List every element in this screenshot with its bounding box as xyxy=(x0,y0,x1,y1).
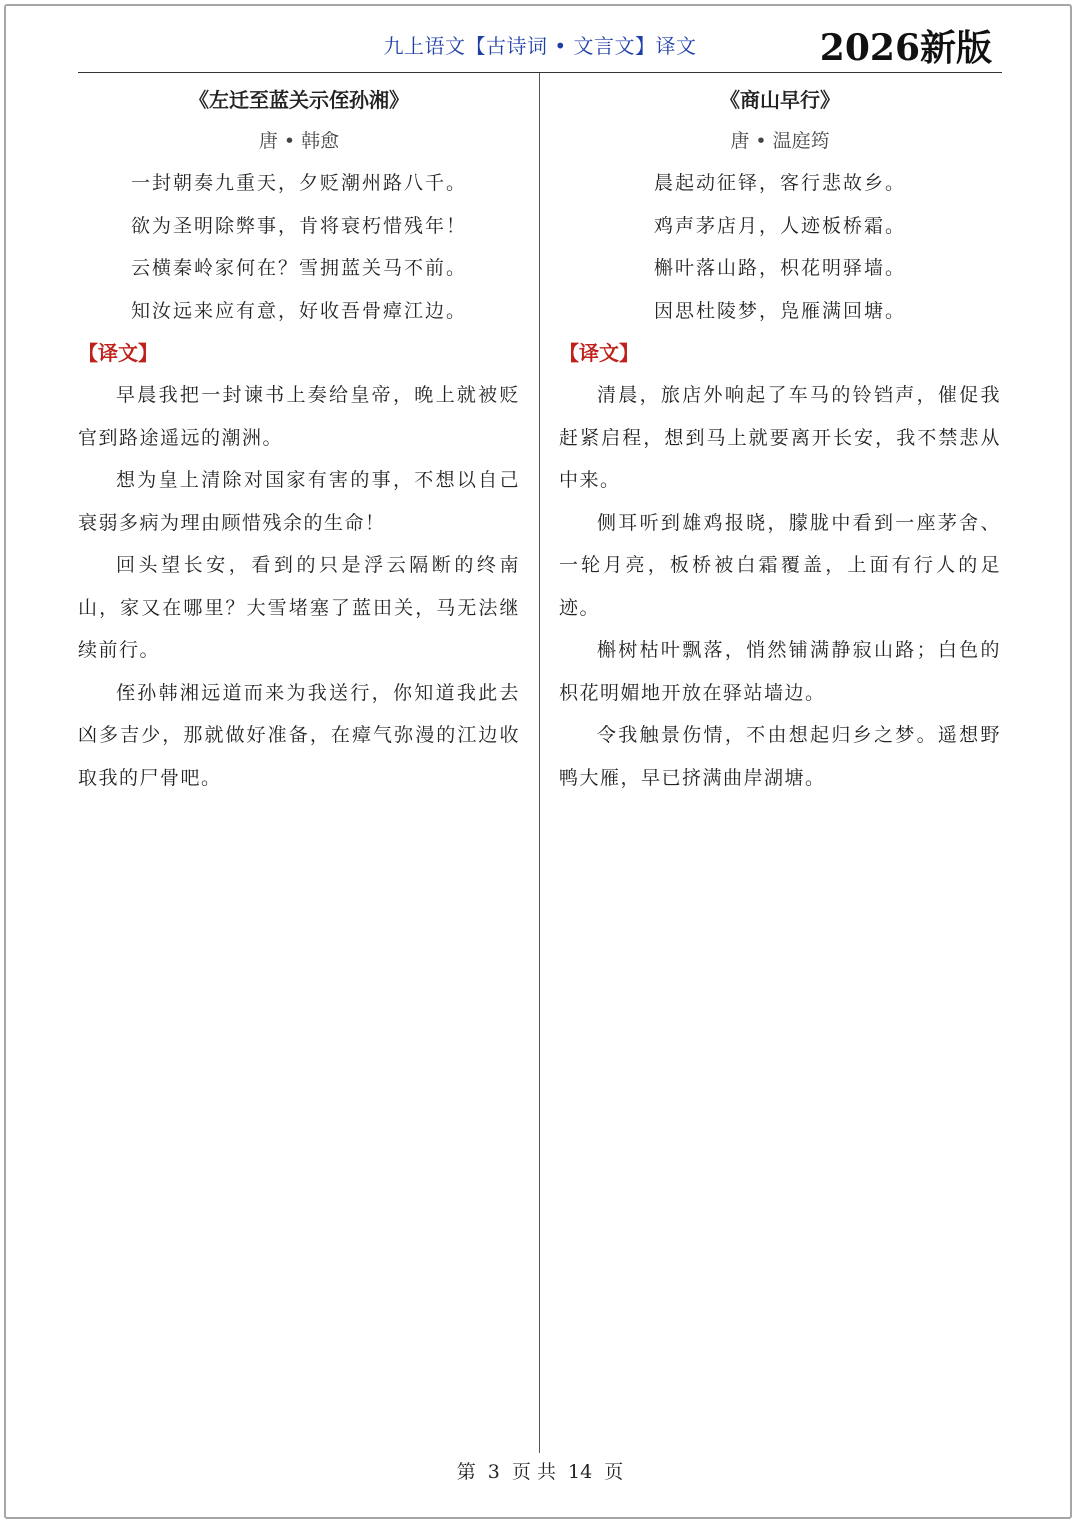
poem-author: 唐 • 韩愈 xyxy=(258,130,340,152)
poem-line: 晨起动征铎，客行悲故乡。 xyxy=(653,172,906,194)
translation-paragraph: 想为皇上清除对国家有害的事，不想以自己衰弱多病为理由顾惜残余的生命！ xyxy=(78,469,520,534)
poem-title: 《左迁至蓝关示侄孙湘》 xyxy=(189,88,409,112)
column-divider xyxy=(539,73,540,1453)
translation-paragraph: 回头望长安，看到的只是浮云隔断的终南山，家又在哪里？大雪堵塞了蓝田关，马无法继续前行。 xyxy=(78,554,520,661)
right-column xyxy=(559,78,1001,799)
footer-prefix: 第 xyxy=(456,1461,476,1483)
translation-paragraph: 早晨我把一封谏书上奏给皇帝，晚上就被贬官到路途遥远的潮洲。 xyxy=(78,384,520,449)
poem-line: 知汝远来应有意，好收吾骨瘴江边。 xyxy=(130,299,467,322)
header-rule xyxy=(78,72,1002,73)
poem-line: 云横秦岭家何在？雪拥蓝关马不前。 xyxy=(130,257,467,279)
poem-line: 鸡声茅店月，人迹板桥霜。 xyxy=(653,214,906,237)
footer-middle: 页 共 xyxy=(511,1461,556,1483)
poem-line: 欲为圣明除弊事，肯将衰朽惜残年！ xyxy=(130,214,467,237)
header-edition: 2026新版 xyxy=(819,27,992,69)
translation-label: 【译文】 xyxy=(559,341,639,365)
translation-paragraph: 清晨，旅店外响起了车马的铃铛声，催促我赶紧启程，想到马上就要离开长安，我不禁悲从中来。 xyxy=(559,384,1001,491)
left-column xyxy=(78,78,520,799)
translation-paragraph: 侄孙韩湘远道而来为我送行，你知道我此去凶多吉少，那就做好准备，在瘴气弥漫的江边收取我的尸骨吧。 xyxy=(78,681,520,789)
header-subtitle: 九上语文【古诗词 • 文言文】译文 xyxy=(383,34,697,58)
poem-title: 《商山早行》 xyxy=(720,88,840,112)
translation-paragraph: 侧耳听到雄鸡报晓，朦胧中看到一座茅舍、一轮月亮，板桥被白霜覆盖，上面有行人的足迹。 xyxy=(559,511,1001,619)
poem-line: 槲叶落山路，枳花明驿墙。 xyxy=(653,257,906,279)
footer-total-pages: 14 xyxy=(568,1461,593,1483)
footer-suffix: 页 xyxy=(604,1461,624,1483)
translation-paragraph: 槲树枯叶飘落，悄然铺满静寂山路；白色的枳花明媚地开放在驿站墙边。 xyxy=(559,639,1001,704)
poem-line: 因思杜陵梦，凫雁满回塘。 xyxy=(653,299,906,322)
translation-label: 【译文】 xyxy=(78,341,158,365)
poem-author: 唐 • 温庭筠 xyxy=(730,130,830,152)
translation-paragraph: 令我触景伤情，不由想起归乡之梦。遥想野鸭大雁，早已挤满曲岸湖塘。 xyxy=(559,724,1001,789)
page-footer xyxy=(0,1457,1080,1484)
footer-page-number: 3 xyxy=(487,1461,500,1483)
poem-line: 一封朝奏九重天，夕贬潮州路八千。 xyxy=(130,172,467,194)
